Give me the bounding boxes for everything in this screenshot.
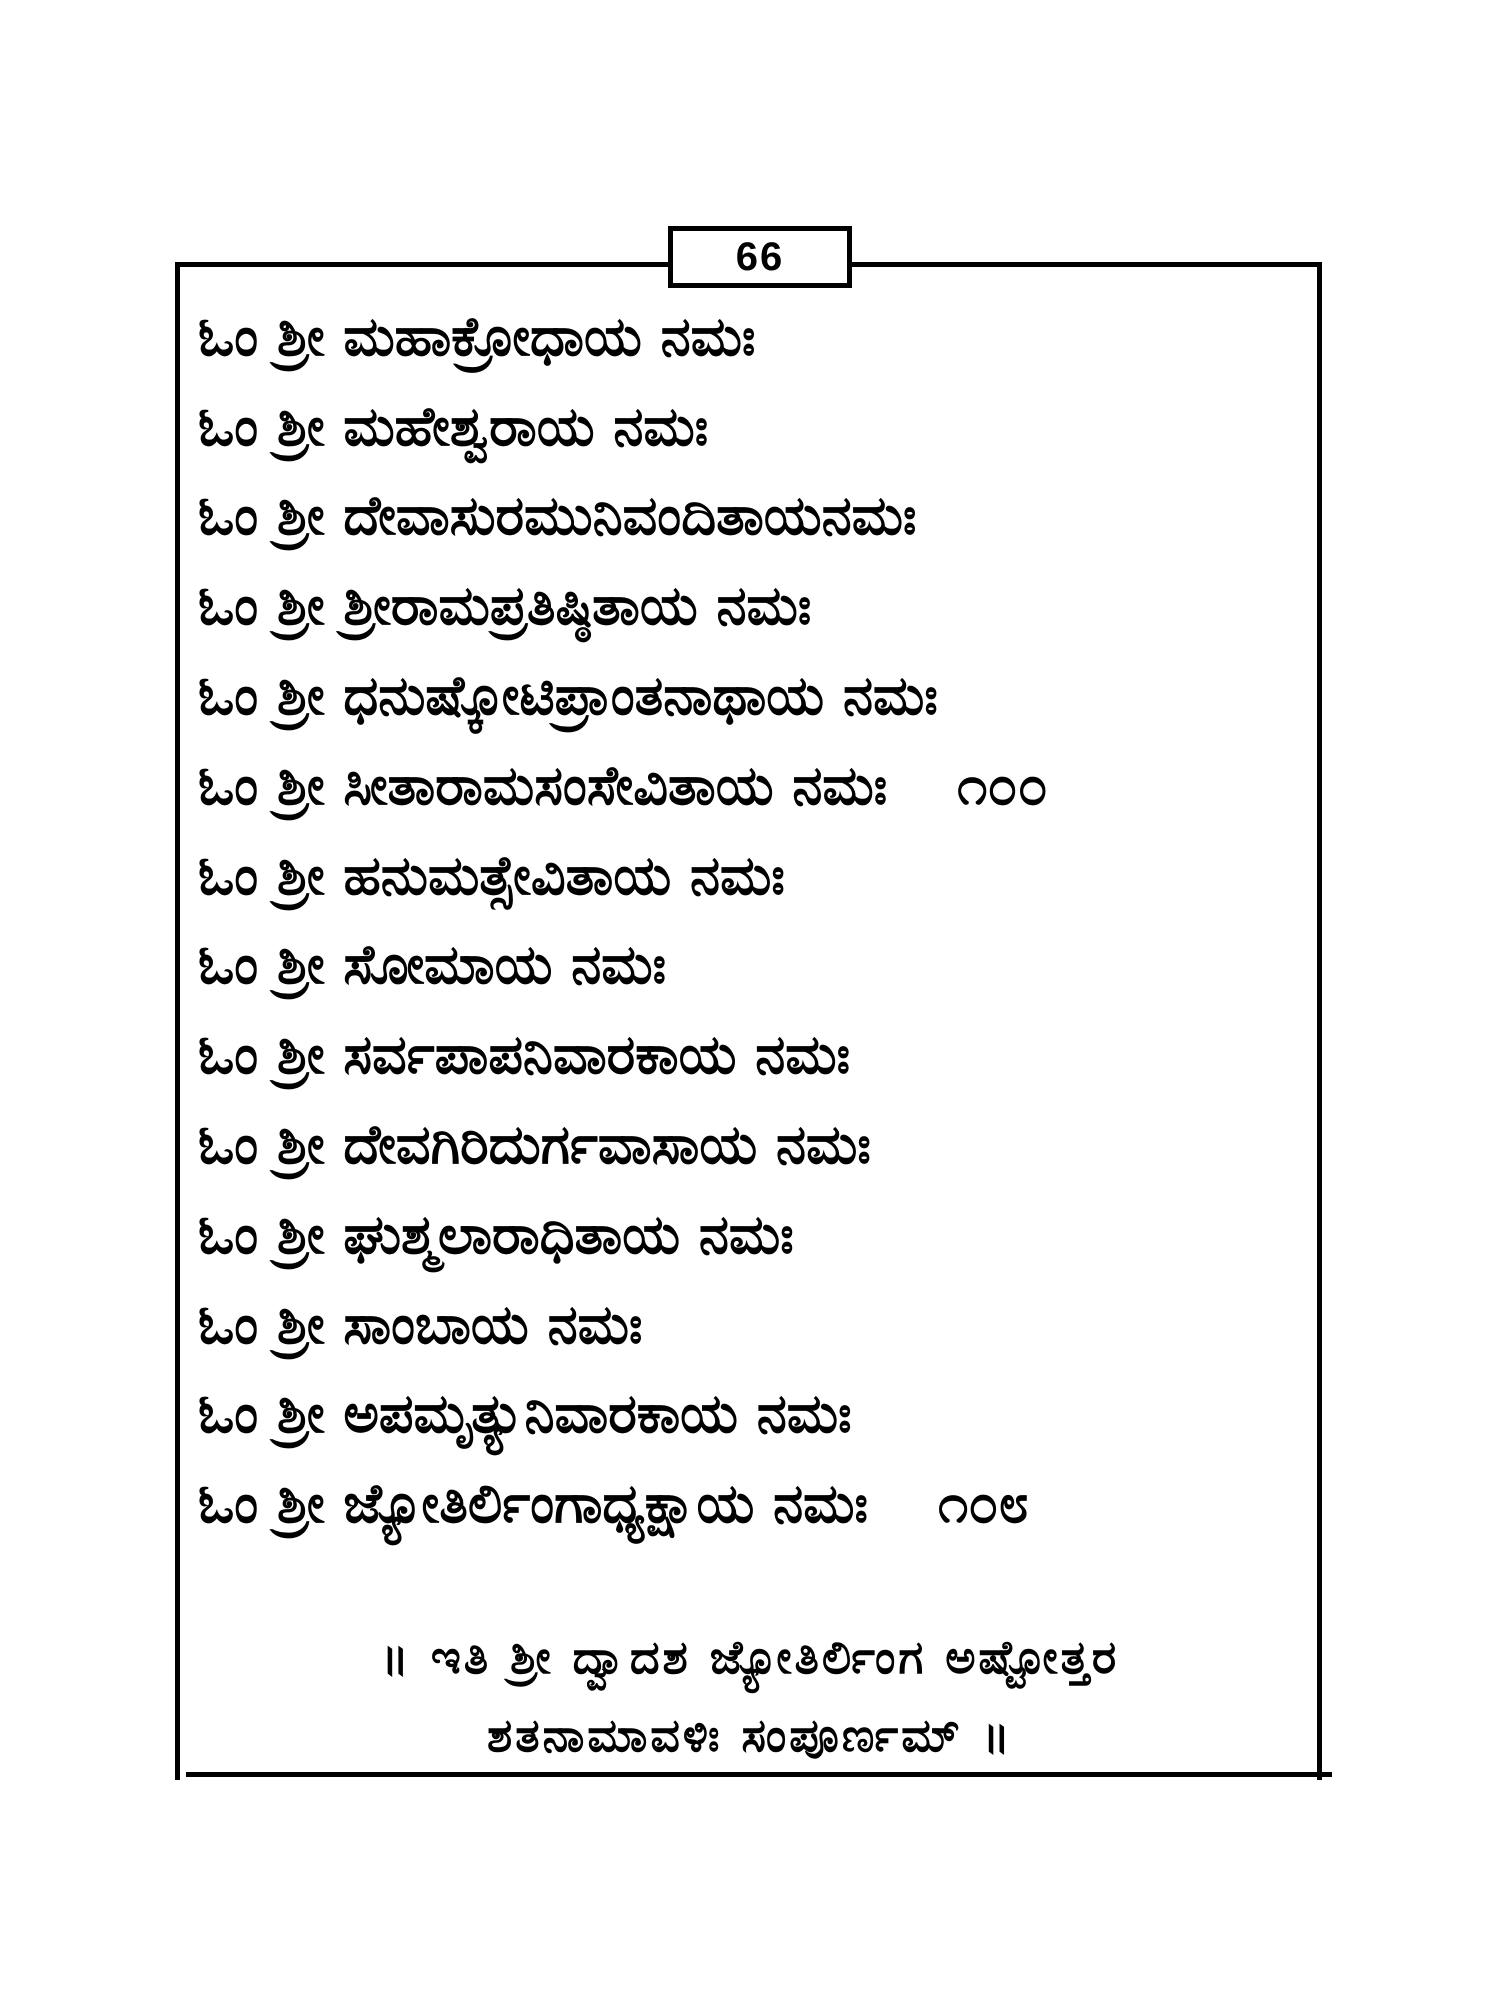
mantra-list <box>198 292 1308 1549</box>
mantra-line <box>198 921 1308 1011</box>
closing-line-1: ॥ ಇತಿ ಶ್ರೀ ದ್ವಾದಶ ಜ್ಯೋತಿರ್ಲಿಂಗ ಅಷ್ಟೋತ್ತರ <box>380 1630 1120 1684</box>
mantra-count: ೧೦೦ <box>957 753 1048 817</box>
mantra-text: ಓಂ ಶ್ರೀ ಶ್ರೀರಾಮಪ್ರತಿಷ್ಠಿತಾಯ ನಮಃ <box>198 574 812 638</box>
mantra-text: ಓಂ ಶ್ರೀ ಸರ್ವಪಾಪನಿವಾರಕಾಯ ನಮಃ <box>198 1023 851 1087</box>
mantra-text: ಓಂ ಶ್ರೀ ಹನುಮತ್ಸೇವಿತಾಯ ನಮಃ <box>198 843 785 907</box>
mantra-count: ೧೦೮ <box>937 1472 1029 1536</box>
mantra-line <box>198 292 1308 382</box>
mantra-line <box>198 831 1308 921</box>
closing-line-2: ಶತನಾಮಾವಳಿಃ ಸಂಪೂರ್ಣಮ್ ॥ <box>487 1708 1013 1762</box>
mantra-text: ಓಂ ಶ್ರೀ ಸೋಮಾಯ ನಮಃ <box>198 933 667 997</box>
mantra-line <box>198 1370 1308 1460</box>
mantra-text: ಓಂ ಶ್ರೀ ದೇವಗಿರಿದುರ್ಗವಾಸಾಯ ನಮಃ <box>198 1113 871 1177</box>
mantra-text: ಓಂ ಶ್ರೀ ಮಹಾಕ್ರೋಧಾಯ ನಮಃ <box>198 304 756 368</box>
mantra-line <box>198 472 1308 562</box>
mantra-text: ಓಂ ಶ್ರೀ ದೇವಾಸುರಮುನಿವಂದಿತಾಯನಮಃ <box>198 484 917 548</box>
mantra-text: ಓಂ ಶ್ರೀ ಅಪಮೃತ್ಯುನಿವಾರಕಾಯ ನಮಃ <box>198 1382 852 1446</box>
mantra-line <box>198 1010 1308 1100</box>
mantra-line <box>198 382 1308 472</box>
closing-verse <box>190 1618 1310 1774</box>
mantra-line <box>198 1190 1308 1280</box>
mantra-text: ಓಂ ಶ್ರೀ ಜ್ಯೋತಿರ್ಲಿಂಗಾಧ್ಯಕ್ಷಾಯ ನಮಃ <box>198 1472 868 1536</box>
mantra-text: ಓಂ ಶ್ರೀ ಮಹೇಶ್ವರಾಯ ನಮಃ <box>198 394 709 458</box>
mantra-line <box>198 651 1308 741</box>
mantra-text: ಓಂ ಶ್ರೀ ಧನುಷ್ಕೋಟಿಪ್ರಾಂತನಾಥಾಯ ನಮಃ <box>198 664 938 728</box>
mantra-text: ಓಂ ಶ್ರೀ ಸೀತಾರಾಮಸಂಸೇವಿತಾಯ ನಮಃ <box>198 753 888 817</box>
mantra-line <box>198 741 1308 831</box>
mantra-line <box>198 1280 1308 1370</box>
mantra-line <box>198 1100 1308 1190</box>
page-number: 66 <box>668 226 852 288</box>
mantra-text: ಓಂ ಶ್ರೀ ಸಾಂಬಾಯ ನಮಃ <box>198 1292 643 1356</box>
mantra-text: ಓಂ ಶ್ರೀ ಘುಶ್ಮಲಾರಾಧಿತಾಯ ನಮಃ <box>198 1202 794 1266</box>
mantra-line <box>198 561 1308 651</box>
mantra-line <box>198 1459 1308 1549</box>
